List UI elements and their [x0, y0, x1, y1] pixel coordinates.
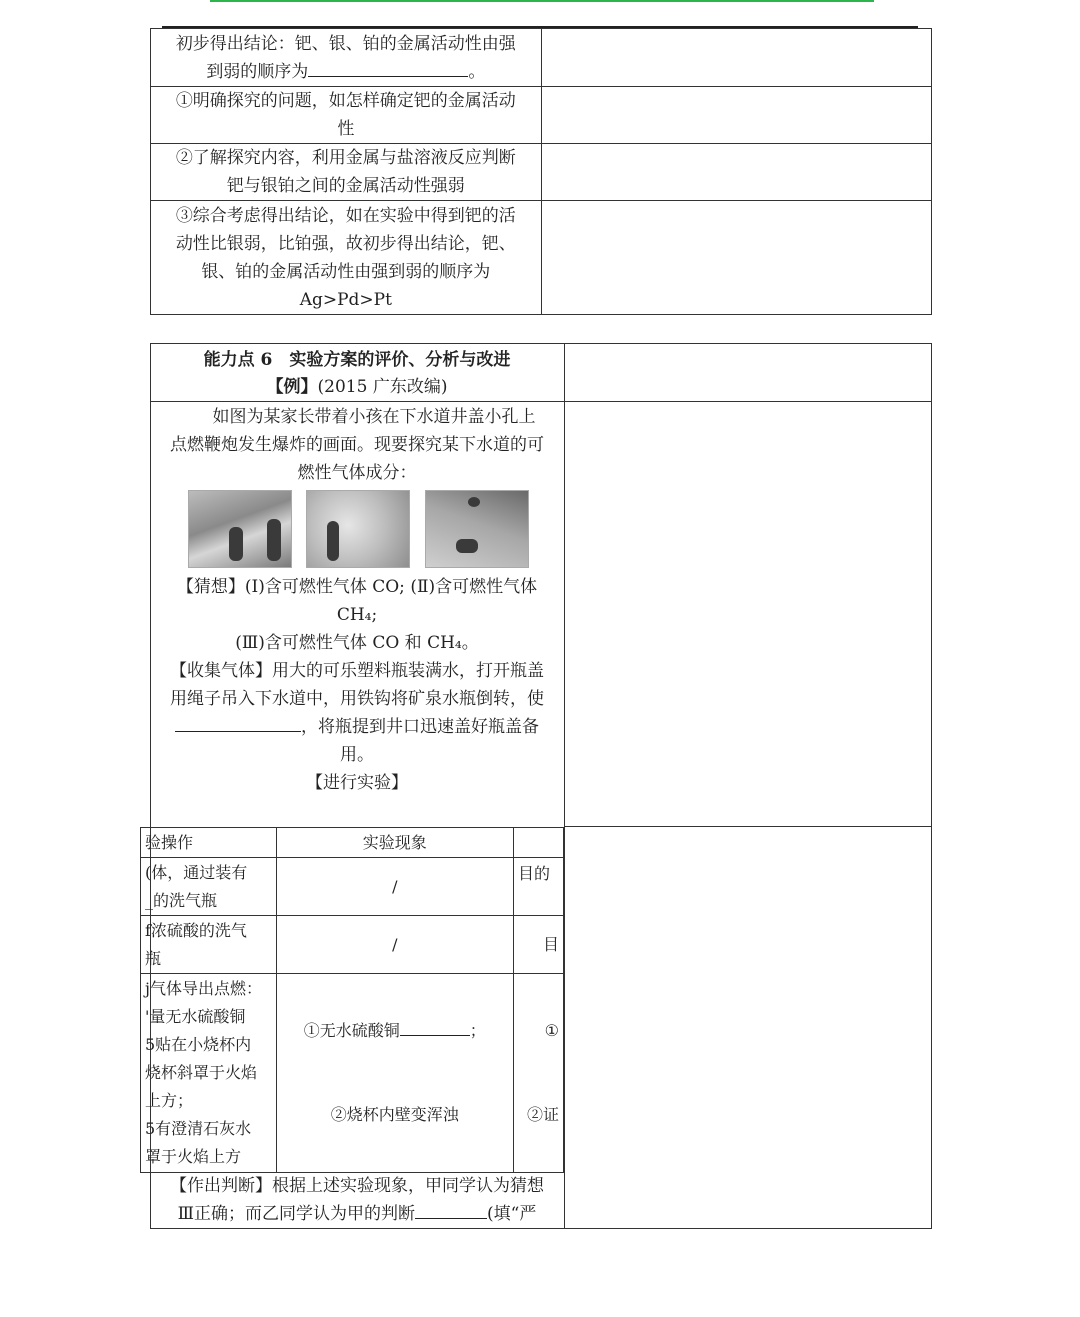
op-cell-2	[141, 916, 277, 974]
purpose-cell-3	[514, 974, 564, 1173]
manhole-cover	[468, 497, 480, 507]
text-line	[150, 713, 564, 741]
text-line: 5贴在小烧杯内	[145, 1035, 252, 1054]
phen-cell-1: /	[276, 858, 513, 916]
phen-cell-2: /	[276, 916, 513, 974]
right-column-divider	[564, 826, 932, 827]
experiment-table	[140, 827, 564, 1173]
text-line: 上方；	[145, 1091, 194, 1110]
person-figure	[229, 527, 243, 561]
text-line: 【收集气体】用大的可乐塑料瓶装满水，打开瓶盖	[170, 661, 544, 681]
text-line: 用绳子吊入下水道中，用铁钩将矿泉水瓶倒转，使	[170, 689, 544, 709]
text-span: ；	[469, 1021, 486, 1040]
step3-cell	[151, 201, 542, 315]
header-phenomenon: 实验现象	[276, 828, 513, 858]
text-line	[150, 1200, 564, 1228]
empty-cell	[541, 87, 931, 144]
text-span: Ⅲ正确；而乙同学认为甲的判断	[177, 1204, 416, 1224]
example-source: (2015 广东改编)	[317, 377, 448, 397]
text-line: 5有澄清石灰水	[145, 1119, 252, 1138]
op-cell-1	[141, 858, 277, 916]
text-line: 烧杯斜罩于火焰	[145, 1063, 258, 1082]
text-line: 燃性气体成分：	[297, 463, 417, 483]
text-line: 钯与银铂之间的金属活动性强弱	[226, 176, 465, 196]
text-line: 如图为某家长带着小孩在下水道井盖小孔上	[212, 407, 536, 427]
text-line: ②烧杯内壁变浑浊	[330, 1105, 459, 1124]
empty-cell	[541, 144, 931, 201]
text-line: f浓硫酸的洗气	[145, 920, 247, 940]
text-line: (体，通过装有	[145, 862, 248, 882]
text-line	[157, 58, 535, 86]
text-line: 银、铂的金属活动性由强到弱的顺序为	[201, 261, 491, 282]
text-line: (Ⅲ)含可燃性气体 CO 和 CH₄。	[235, 633, 479, 653]
text-span: 到弱的顺序为	[206, 61, 309, 82]
header-purpose	[514, 828, 564, 858]
text-line: Ag>Pd>Pt	[299, 289, 392, 310]
person-figure	[456, 539, 478, 553]
text-line: j气体导出点燃：	[145, 979, 262, 998]
judgment-paragraph	[150, 1172, 564, 1228]
text-line: ②证	[526, 1105, 559, 1124]
scene-photo-2	[306, 490, 410, 568]
header-operation: 验操作	[141, 828, 277, 858]
text-line: 罩于火焰上方	[145, 1147, 242, 1166]
text-line: CH₄;	[336, 605, 378, 625]
text-line: 性	[337, 119, 355, 139]
text-span: ，将瓶提到井口迅速盖好瓶盖备	[301, 717, 539, 737]
answer-blank	[175, 730, 301, 732]
answer-blank	[308, 75, 468, 77]
text-line	[281, 1017, 509, 1045]
text-line: _的洗气瓶	[145, 890, 218, 910]
section-vertical-divider	[564, 343, 565, 1228]
experiment-table-clip	[145, 827, 564, 1172]
phen-cell-3	[276, 974, 513, 1173]
empty-cell	[541, 201, 931, 315]
text-line: 【猜想】(Ⅰ)含可燃性气体 CO; (Ⅱ)含可燃性气体	[176, 577, 538, 597]
text-line: 初步得出结论：钯、银、铂的金属活动性由强	[175, 33, 516, 54]
person-figure	[267, 519, 281, 561]
text-span: (填“严	[487, 1204, 537, 1224]
scene-photo-1	[188, 490, 292, 568]
purpose-cell-1: 目的	[514, 858, 564, 916]
conclusion-cell	[151, 29, 542, 87]
purpose-cell-2: 目	[514, 916, 564, 974]
empty-cell	[541, 29, 931, 87]
text-line: ②了解探究内容，利用金属与盐溶液反应判断	[175, 148, 516, 168]
example-line	[150, 373, 564, 401]
section-header-divider	[150, 401, 932, 402]
step1-cell	[151, 87, 542, 144]
conclusion-table	[150, 28, 932, 315]
section-title: 能力点 6 实验方案的评价、分析与改进	[203, 350, 511, 370]
intro-paragraph	[150, 403, 564, 487]
hypothesis-paragraph	[150, 573, 564, 797]
example-label: 【例】	[266, 377, 318, 397]
text-line: '量无水硫酸铜	[145, 1007, 246, 1026]
text-line: 瓶	[145, 948, 162, 968]
step2-cell	[151, 144, 542, 201]
answer-blank	[415, 1217, 487, 1219]
scene-photo-3	[425, 490, 529, 568]
text-line: 用。	[340, 745, 374, 765]
text-span: 。	[468, 61, 486, 82]
text-line: ①明确探究的问题，如怎样确定钯的金属活动	[175, 91, 516, 111]
text-line: 【作出判断】根据上述实验现象，甲同学认为猜想	[170, 1176, 544, 1196]
person-figure	[327, 521, 339, 561]
top-green-line	[210, 0, 874, 2]
experiment-label: 【进行实验】	[306, 773, 408, 793]
text-line: ③综合考虑得出结论，如在实验中得到钯的活	[175, 205, 516, 226]
answer-blank	[400, 1034, 470, 1036]
op-cell-3	[141, 974, 277, 1173]
text-line: ①	[544, 1021, 559, 1040]
text-line: 动性比银弱，比铂强，故初步得出结论，钯、	[175, 233, 516, 254]
text-span: ①无水硫酸铜	[303, 1021, 400, 1040]
text-line: 点燃鞭炮发生爆炸的画面。现要探究某下水道的可	[170, 435, 544, 455]
